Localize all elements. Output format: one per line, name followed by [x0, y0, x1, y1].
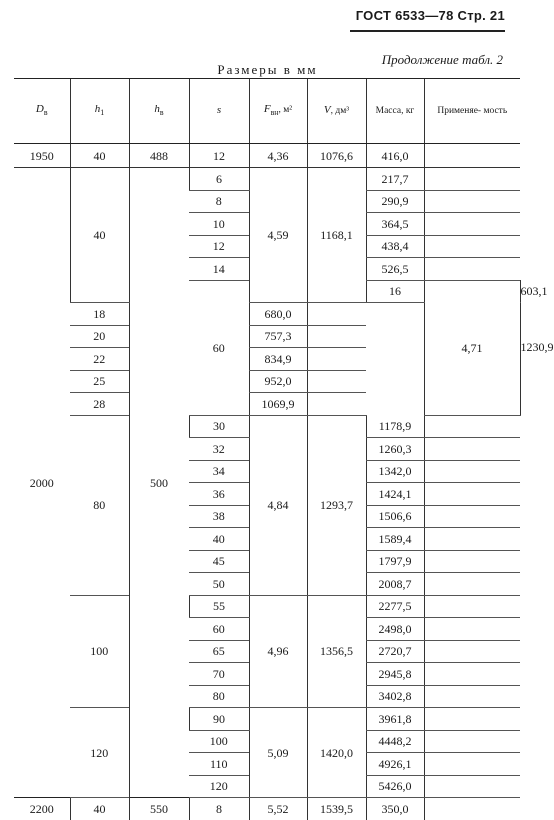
cell-s: 45 [189, 550, 249, 573]
cell-s: 34 [189, 460, 249, 483]
cell-mass: 2008,7 [366, 573, 424, 596]
cell-applicability [424, 595, 520, 618]
cell-applicability [424, 753, 520, 776]
cell-mass: 2720,7 [366, 640, 424, 663]
cell-mass: 5426,0 [366, 775, 424, 798]
table-header-row [14, 79, 520, 144]
cell-mass: 438,4 [366, 235, 424, 258]
cell-s: 36 [189, 483, 249, 506]
cell-mass: 952,0 [249, 370, 307, 393]
cell-applicability [424, 415, 520, 438]
cell-applicability [424, 258, 520, 281]
cell-h1-group: 60 [189, 280, 249, 415]
cell-applicability [307, 393, 366, 416]
cell-d-group: 2000 [29, 475, 54, 490]
col-header-hb: $h_в$ [129, 79, 189, 144]
cell-applicability [424, 573, 520, 596]
table-row [14, 415, 520, 438]
cell-h1-group: 40 [70, 168, 129, 303]
cell-mass: 217,7 [366, 168, 424, 191]
cell-s: 38 [189, 505, 249, 528]
cell-v: 1076,6 [307, 144, 366, 168]
page-header: ГОСТ 6533—78 Стр. 21 [355, 8, 505, 23]
cell-s: 90 [189, 708, 249, 731]
cell-d: 2200 [14, 798, 70, 820]
cell-applicability [424, 460, 520, 483]
dimensions-table [14, 78, 554, 820]
col-header-h1: $h_1$ [70, 79, 129, 144]
cell-applicability [307, 303, 366, 326]
cell-f-group: 5,09 [249, 708, 307, 798]
cell-v-group: 1356,5 [307, 595, 366, 708]
cell-applicability [424, 640, 520, 663]
col-header-mass: Масса, кг [366, 79, 424, 144]
cell-applicability [424, 438, 520, 461]
cell-s: 8 [189, 798, 249, 820]
col-header-f: $F_{вн}$, м² [249, 79, 307, 144]
cell-s: 50 [189, 573, 249, 596]
cell-applicability [307, 348, 366, 371]
cell-mass: 1069,9 [249, 393, 307, 416]
cell-mass: 2498,0 [366, 618, 424, 641]
cell-f-group: 4,96 [249, 595, 307, 708]
cell-applicability [424, 618, 520, 641]
cell-s: 20 [70, 325, 129, 348]
cell-f-group: 4,84 [249, 415, 307, 595]
cell-applicability [424, 730, 520, 753]
cell-s: 16 [366, 280, 424, 303]
cell-mass: 1260,3 [366, 438, 424, 461]
col-header-d: $D_в$ [14, 79, 70, 144]
cell-s: 12 [189, 144, 249, 168]
cell-applicability [424, 685, 520, 708]
cell-mass: 290,9 [366, 190, 424, 213]
cell-h1: 40 [70, 144, 129, 168]
cell-s: 28 [70, 393, 129, 416]
cell-mass: 757,3 [249, 325, 307, 348]
cell-d: 1950 [14, 144, 70, 168]
cell-mass: 2945,8 [366, 663, 424, 686]
cell-s: 22 [70, 348, 129, 371]
table-row [14, 168, 520, 191]
cell-s: 30 [189, 415, 249, 438]
cell-v-group: 1420,0 [307, 708, 366, 798]
cell-s: 80 [189, 685, 249, 708]
header-rule [350, 30, 505, 32]
cell-mass: 3961,8 [366, 708, 424, 731]
cell-s: 8 [189, 190, 249, 213]
cell-mass: 1797,9 [366, 550, 424, 573]
table-row [14, 708, 520, 731]
cell-s: 10 [189, 213, 249, 236]
cell-applicability [307, 370, 366, 393]
cell-applicability [424, 235, 520, 258]
cell-v-group: 1293,7 [307, 415, 366, 595]
table-row: 60 16 4,71 1230,9 603,1 [14, 280, 520, 303]
cell-h1: 40 [70, 798, 129, 820]
cell-hb: 488 [129, 144, 189, 168]
cell-v: 1539,5 [307, 798, 366, 820]
cell-mass: 4926,1 [366, 753, 424, 776]
cell-v-group: 1168,1 [307, 168, 366, 303]
cell-h1-group: 80 [70, 415, 129, 595]
cell-h1-group: 100 [70, 595, 129, 708]
table-row [14, 144, 520, 168]
cell-applicability [424, 213, 520, 236]
cell-applicability [424, 708, 520, 731]
cell-s: 6 [189, 168, 249, 191]
cell-applicability [424, 483, 520, 506]
cell-mass: 1178,9 [366, 415, 424, 438]
cell-f: 4,36 [249, 144, 307, 168]
cell-mass: 834,9 [249, 348, 307, 371]
cell-applicability [424, 550, 520, 573]
cell-s: 25 [70, 370, 129, 393]
cell-mass: 526,5 [366, 258, 424, 281]
cell-f: 5,52 [249, 798, 307, 820]
cell-applicability [424, 798, 520, 820]
cell-applicability [424, 775, 520, 798]
cell-mass: 416,0 [366, 144, 424, 168]
col-header-s: s [189, 79, 249, 144]
cell-s: 12 [189, 235, 249, 258]
cell-mass: 680,0 [249, 303, 307, 326]
cell-s: 60 [189, 618, 249, 641]
continuation-note: Продолжение табл. 2 [381, 52, 503, 67]
cell-hb-group: 500 [129, 168, 189, 798]
cell-mass: 364,5 [366, 213, 424, 236]
cell-s: 40 [189, 528, 249, 551]
cell-applicability [424, 663, 520, 686]
cell-s: 70 [189, 663, 249, 686]
cell-applicability [307, 325, 366, 348]
cell-mass: 4448,2 [366, 730, 424, 753]
cell-hb: 550 [129, 798, 189, 820]
cell-applicability [424, 168, 520, 191]
col-header-v: V, дм³ [307, 79, 366, 144]
table-row [14, 595, 520, 618]
cell-s: 100 [189, 730, 249, 753]
cell-h1-group: 120 [70, 708, 129, 798]
cell-s: 32 [189, 438, 249, 461]
cell-f-group: 4,71 [424, 280, 520, 415]
cell-mass: 1589,4 [366, 528, 424, 551]
cell-mass: 350,0 [366, 798, 424, 820]
cell-s: 55 [189, 595, 249, 618]
cell-mass: 3402,8 [366, 685, 424, 708]
cell-mass: 1342,0 [366, 460, 424, 483]
cell-applicability [424, 190, 520, 213]
cell-applicability [424, 528, 520, 551]
cell-mass: 2277,5 [366, 595, 424, 618]
cell-applicability [424, 144, 520, 168]
col-header-applicability: Применяе- мость [424, 79, 520, 144]
cell-mass: 1506,6 [366, 505, 424, 528]
cell-s: 120 [189, 775, 249, 798]
sizes-caption: Размеры в мм [217, 62, 318, 77]
cell-s: 14 [189, 258, 249, 281]
cell-s: 18 [70, 303, 129, 326]
cell-mass: 1424,1 [366, 483, 424, 506]
cell-s: 65 [189, 640, 249, 663]
cell-applicability [424, 505, 520, 528]
cell-s: 110 [189, 753, 249, 776]
table-row [14, 798, 520, 820]
cell-f-group: 4,59 [249, 168, 307, 303]
